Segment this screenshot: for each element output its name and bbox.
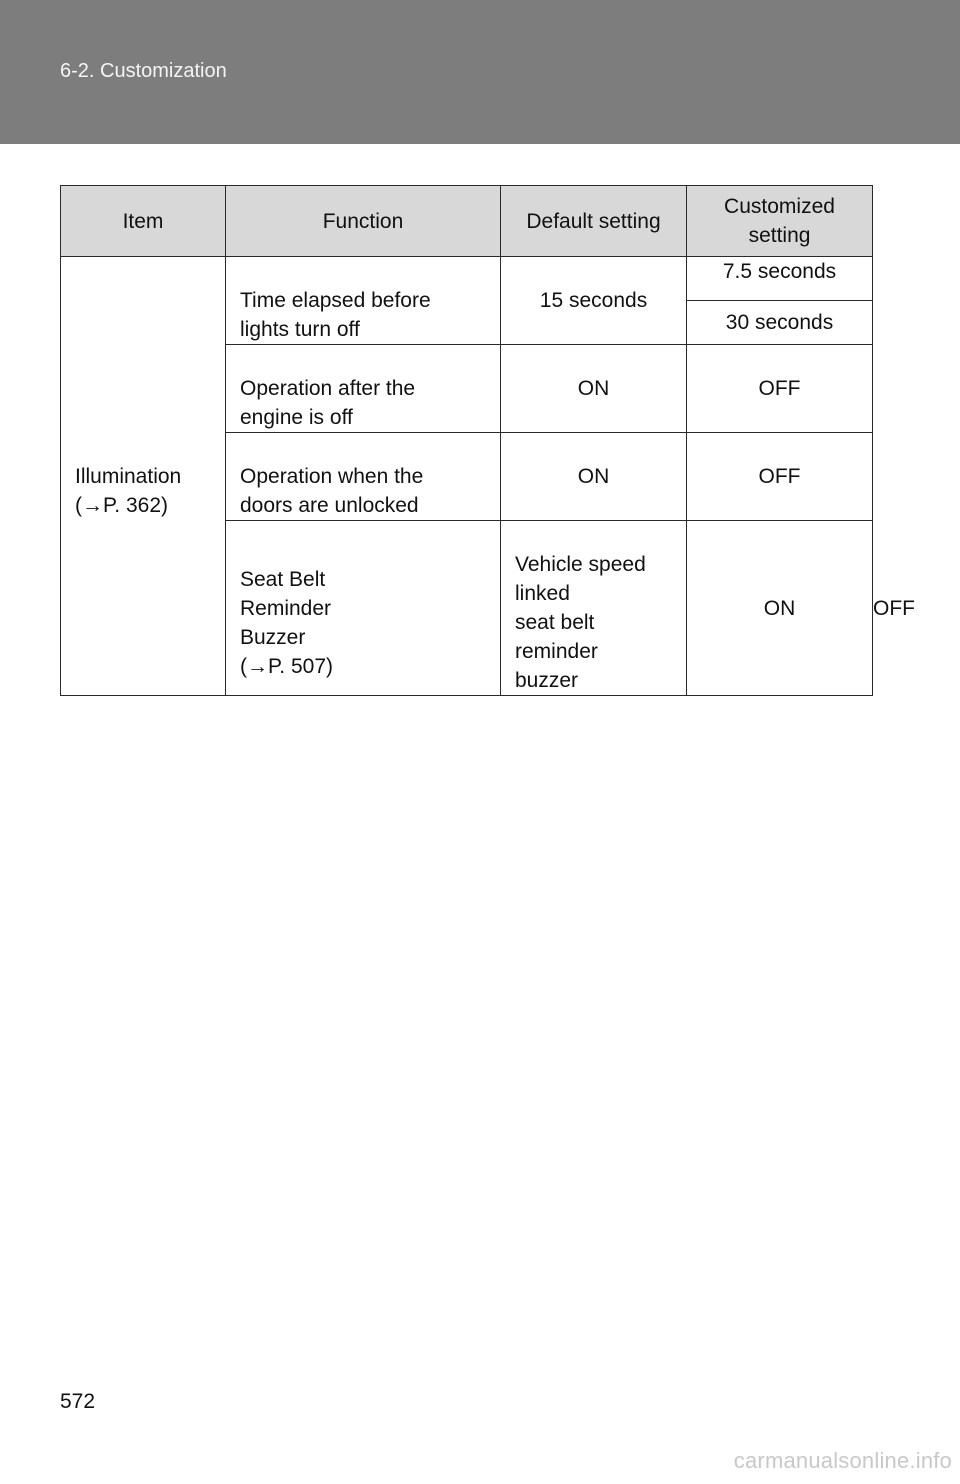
default-on: ON — [577, 465, 610, 488]
function-time-elapsed: Time elapsed before lights turn off — [240, 289, 431, 341]
default-cell — [501, 433, 687, 521]
customized-off: OFF — [873, 596, 915, 620]
customization-table — [60, 185, 915, 696]
function-cell — [501, 521, 687, 696]
column-header-function: Function — [226, 186, 501, 257]
section-title: 6-2. Customization — [60, 60, 227, 82]
default-cell — [501, 257, 687, 345]
default-cell — [687, 521, 873, 696]
function-operation-doors-unlocked: Operation when the doors are unlocked — [240, 465, 424, 517]
page-number: 572 — [60, 1390, 96, 1413]
default-15-seconds: 15 seconds — [539, 289, 648, 312]
function-vehicle-speed-linked: Vehicle speed linked seat belt reminder buzzer — [515, 553, 646, 692]
item-seat-belt-reminder-buzzer: Seat Belt Reminder Buzzer (→P. 507) — [240, 567, 333, 678]
item-cell-illumination — [61, 257, 226, 696]
customized-cell — [687, 433, 873, 521]
customized-cell — [687, 301, 873, 345]
header-bar — [0, 0, 960, 144]
column-header-customized-setting — [687, 186, 873, 257]
customized-30-seconds: 30 seconds — [725, 311, 834, 334]
customized-cell — [687, 257, 873, 301]
function-cell — [226, 345, 501, 433]
default-on: ON — [577, 377, 610, 400]
function-operation-after-engine-off: Operation after the engine is off — [240, 377, 416, 429]
column-header-default-setting: Default setting — [501, 186, 687, 257]
table-row — [61, 257, 873, 301]
function-cell — [226, 257, 501, 345]
item-cell-seat-belt — [226, 521, 501, 696]
watermark: carmanualsonline.info — [733, 1448, 952, 1473]
table-header-row — [61, 186, 873, 257]
column-header-item: Item — [61, 186, 226, 257]
customized-cell — [687, 345, 873, 433]
default-cell — [501, 345, 687, 433]
customized-7-5-seconds: 7.5 seconds — [722, 260, 837, 283]
column-header-customized-setting-label: Customized setting — [724, 195, 835, 247]
item-illumination: Illumination (→P. 362) — [75, 464, 182, 517]
default-on: ON — [763, 596, 796, 620]
customized-off: OFF — [758, 465, 801, 488]
function-cell — [226, 433, 501, 521]
customized-off: OFF — [758, 377, 801, 400]
